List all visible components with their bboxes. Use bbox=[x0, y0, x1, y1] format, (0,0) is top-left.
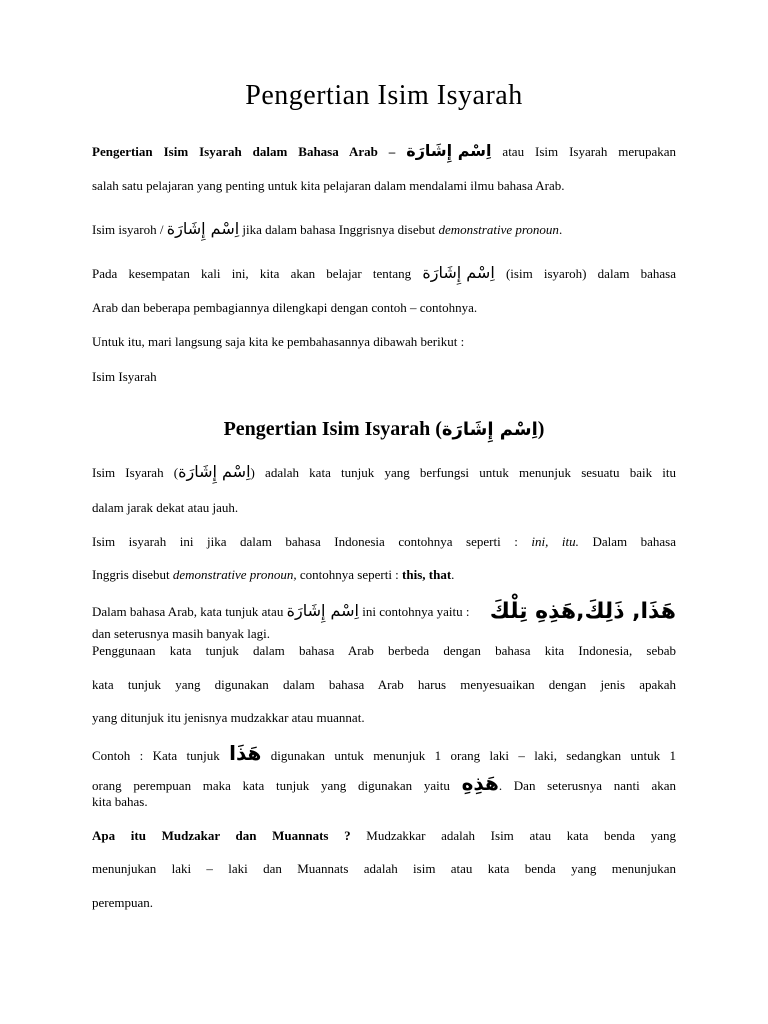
sec-p5-text2: digunakan untuk menunjuk 1 orang laki – laki, sedangkan untuk 1 bbox=[270, 748, 677, 763]
sec-p3-line-1 bbox=[92, 599, 676, 624]
sec-p5-line2a: orang perempuan maka kata tunjuk yang digunakan yaitu bbox=[92, 778, 450, 793]
para2-end: . bbox=[558, 222, 563, 237]
sec-p5-line2b: . Dan seterusnya nanti akan bbox=[498, 778, 677, 793]
para2-italic: demonstrative pronoun bbox=[438, 222, 559, 237]
intro-line-1 bbox=[92, 143, 676, 160]
sec-p2-line-2 bbox=[92, 567, 676, 583]
paragraph-untuk-itu: Untuk itu, mari langsung saja kita ke pembahasannya dibawah berikut : bbox=[92, 334, 465, 349]
arabic-term: اِسْم إِشَارَة bbox=[422, 263, 495, 282]
sec-p3-text2: ini contohnya yaitu : bbox=[362, 604, 470, 619]
sec-p1-text2: ) adalah kata tunjuk yang berfungsi untuk menunjuk sesuatu baik itu bbox=[250, 465, 676, 480]
sec-p2-line2-end: . bbox=[451, 567, 455, 582]
sec-p6-line-3: perempuan. bbox=[92, 895, 154, 910]
arabic-term: اِسْم إِشَارَة bbox=[286, 601, 359, 620]
sec-p1-line-2: dalam jarak dekat atau jauh. bbox=[92, 500, 239, 515]
intro-lead: Pengertian Isim Isyarah dalam Bahasa Arab – bbox=[92, 144, 396, 159]
sec-p4-line-3: yang ditunjuk itu jenisnya mudzakkar atau muannat. bbox=[92, 710, 365, 725]
sec-p3-left bbox=[92, 603, 469, 620]
arabic-term: اِسْم إِشَارَة bbox=[441, 419, 538, 440]
section-heading bbox=[0, 418, 768, 441]
paragraph-isim-isyarah: Isim Isyarah bbox=[92, 369, 157, 384]
sec-p4-line-2: kata tunjuk yang digunakan dalam bahasa Arab harus menyesuaikan dengan jenis apakah bbox=[92, 677, 676, 692]
sec-p5-line-2 bbox=[92, 771, 677, 795]
sec-p2-line2-italic: demonstrative pronoun, bbox=[172, 567, 297, 582]
paragraph-kesempatan-line-2: Arab dan beberapa pembagiannya dilengkapi dengan contoh – contohnya. bbox=[92, 300, 478, 315]
intro-text: atau Isim Isyarah merupakan bbox=[502, 144, 677, 159]
sec-p1-line-1 bbox=[92, 464, 676, 481]
sec-p5-line-1 bbox=[92, 741, 677, 765]
sec-p2-line2-bold: this, that bbox=[402, 567, 452, 582]
para2-text2: jika dalam bahasa Inggrisnya disebut bbox=[242, 222, 436, 237]
section-heading-text: Pengertian Isim Isyarah ( bbox=[223, 418, 442, 440]
paragraph-isim-isyaroh bbox=[92, 221, 676, 238]
sec-p2-italic: ini, itu. bbox=[531, 534, 579, 549]
para3-text2: (isim isyaroh) dalam bahasa bbox=[505, 266, 677, 281]
arabic-examples: هَذَا, ذَلِكَ,هَذِهِ تِلْكَ bbox=[489, 599, 676, 624]
sec-p3-text1: Dalam bahasa Arab, kata tunjuk atau bbox=[92, 604, 284, 619]
sec-p2-end: Dalam bahasa bbox=[592, 534, 677, 549]
sec-p2-text: Isim isyarah ini jika dalam bahasa Indonesia contohnya seperti : bbox=[92, 534, 518, 549]
para3-text1: Pada kesempatan kali ini, kita akan belajar tentang bbox=[92, 266, 412, 281]
para2-text1: Isim isyaroh / bbox=[92, 222, 164, 237]
sec-p5-text1: Contoh : Kata tunjuk bbox=[92, 748, 220, 763]
arabic-term: اِسْم إِشَارَة bbox=[178, 462, 251, 481]
intro-line-2: salah satu pelajaran yang penting untuk kita pelajaran dalam mendalami ilmu bahasa Arab. bbox=[92, 178, 565, 193]
sec-p5-line-3: kita bahas. bbox=[92, 794, 148, 809]
sec-p6-line-1 bbox=[92, 828, 676, 844]
arabic-term: هَذَا bbox=[229, 741, 262, 765]
sec-p6-bold: Apa itu Mudzakar dan Muannats ? bbox=[92, 828, 351, 843]
arabic-term: اِسْم إِشَارَة bbox=[166, 219, 240, 238]
sec-p4-line-1: Penggunaan kata tunjuk dalam bahasa Arab berbeda dengan bahasa kita Indonesia, sebab bbox=[92, 643, 676, 658]
page-title: Pengertian Isim Isyarah bbox=[245, 80, 523, 111]
sec-p3-line-2: dan seterusnya masih banyak lagi. bbox=[92, 626, 270, 641]
arabic-term: اِسْم إِشَارَة bbox=[406, 141, 492, 160]
sec-p2-line-1 bbox=[92, 534, 676, 550]
sec-p6-text: Mudzakkar adalah Isim atau kata benda yang bbox=[366, 828, 676, 843]
paragraph-kesempatan-line-1 bbox=[92, 265, 676, 282]
sec-p2-line2-text2: contohnya seperti : bbox=[299, 567, 399, 582]
sec-p1-text1: Isim Isyarah ( bbox=[92, 465, 179, 480]
sec-p2-line2-text: Inggris disebut bbox=[92, 567, 170, 582]
arabic-term: هَذِهِ bbox=[461, 771, 499, 795]
sec-p6-line-2: menunjukan laki – laki dan Muannats adalah isim atau kata benda yang menunjukan bbox=[92, 861, 676, 876]
section-heading-close: ) bbox=[537, 418, 545, 440]
